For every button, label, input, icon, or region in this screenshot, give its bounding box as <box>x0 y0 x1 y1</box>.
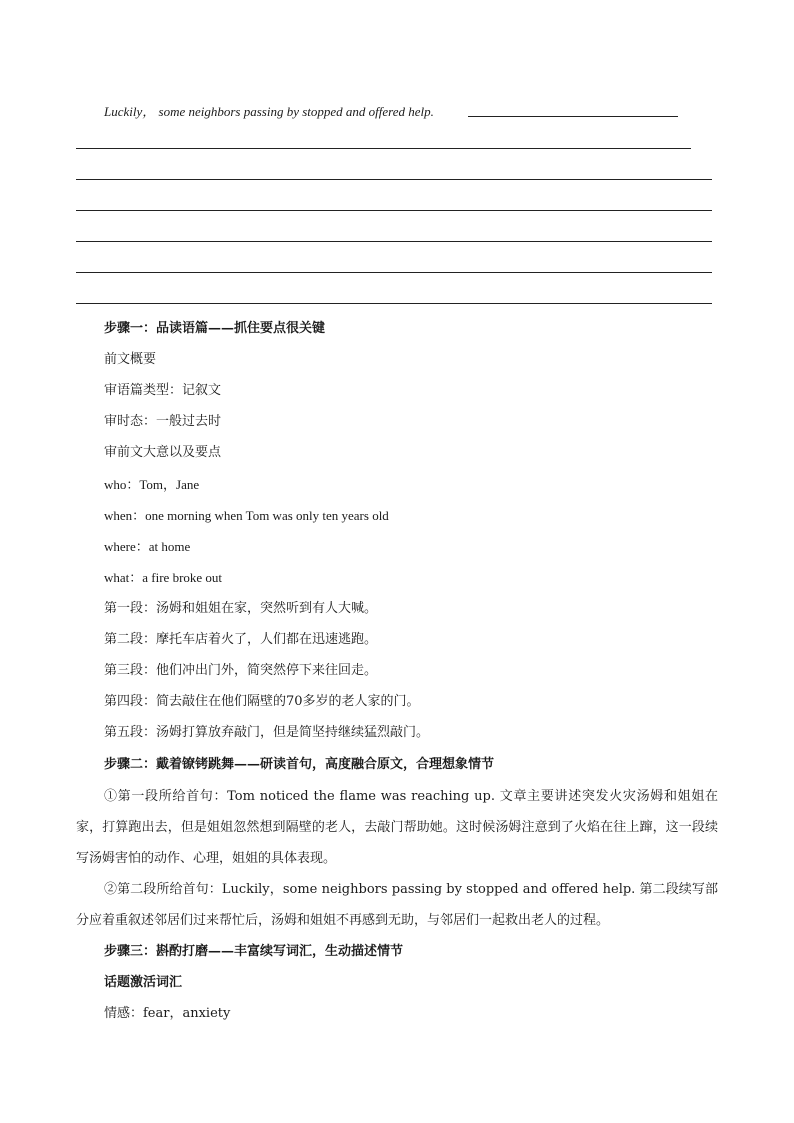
overview-label: 前文概要 <box>104 352 157 367</box>
step2-point-1: ①第一段所给首句：Tom noticed the flame was reaching up. 文章主要讲述突发火灾汤姆和姐姐在家，打算跑出去，但是姐姐忽然想到隔壁的老人，去敲门帮助她。这时候汤姆注意到了火焰在往上蹿，这一段续写汤姆害怕的动作、心理，姐姐的具体表现。 <box>76 789 718 866</box>
who-line: who：Tom，Jane <box>104 477 200 492</box>
emotion-vocab: 情感：fear，anxiety <box>104 1006 231 1021</box>
text-type: 审语篇类型：记叙文 <box>104 383 222 398</box>
writing-line <box>468 116 678 117</box>
continuation-prompt: Luckily， some neighbors passing by stopped and offered help. <box>104 104 434 119</box>
paragraph-summary: 第五段：汤姆打算放弃敲门，但是简坚持继续猛烈敲门。 <box>104 725 430 740</box>
writing-line <box>76 241 426 242</box>
paragraph-summary: 第一段：汤姆和姐姐在家，突然听到有人大喊。 <box>104 601 378 616</box>
what-line: what：a fire broke out <box>104 570 223 585</box>
writing-line <box>426 179 712 180</box>
writing-line <box>426 241 712 242</box>
main-idea-label: 审前文大意以及要点 <box>104 445 222 460</box>
when-line: when：one morning when Tom was only ten years old <box>104 508 389 523</box>
topic-vocab-label: 话题激活词汇 <box>104 975 183 990</box>
writing-line <box>76 272 712 273</box>
writing-line <box>76 303 712 304</box>
step2-heading: 步骤二：戴着镣铐跳舞——研读首句，高度融合原文，合理想象情节 <box>104 757 495 772</box>
tense: 审时态：一般过去时 <box>104 414 222 429</box>
step2-point-2: ②第二段所给首句：Luckily，some neighbors passing by stopped and offered help. 第二段续写部分应着重叙述邻居们过来帮忙后，汤姆和姐姐不再感到无助，与邻居们一起救出老人的过程。 <box>76 882 718 928</box>
step1-heading: 步骤一：品读语篇——抓住要点很关键 <box>104 321 326 336</box>
writing-line <box>76 148 691 149</box>
paragraph-summary: 第四段：简去敲住在他们隔壁的70多岁的老人家的门。 <box>104 694 420 709</box>
step3-heading: 步骤三：斟酌打磨——丰富续写词汇，生动描述情节 <box>104 944 404 959</box>
writing-line <box>426 210 712 211</box>
where-line: where：at home <box>104 539 191 554</box>
writing-line <box>76 210 426 211</box>
writing-line <box>76 179 426 180</box>
paragraph-summary: 第二段：摩托车店着火了，人们都在迅速逃跑。 <box>104 632 378 647</box>
paragraph-summary: 第三段：他们冲出门外，简突然停下来往回走。 <box>104 663 378 678</box>
